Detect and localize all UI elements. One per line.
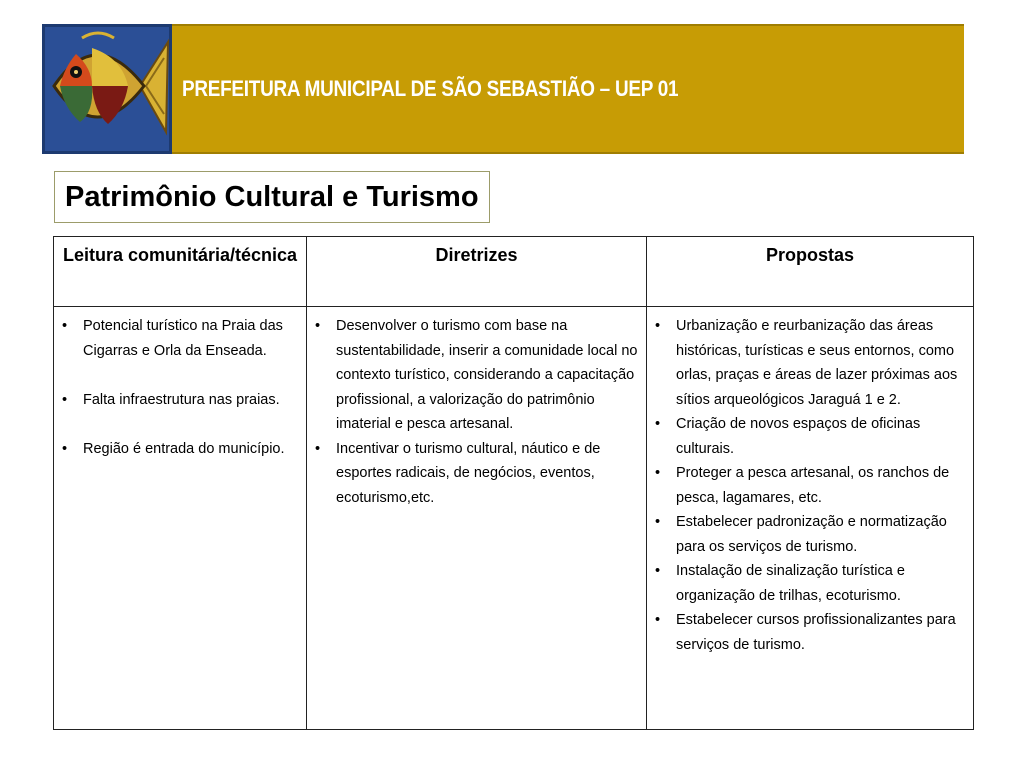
leitura-list	[60, 314, 300, 461]
list-item: • Instalação de sinalização turística e organização de trilhas, ecoturismo.	[653, 559, 967, 608]
banner-title: PREFEITURA MUNICIPAL DE SÃO SEBASTIÃO – UEP 01	[182, 76, 679, 101]
diretrizes-cell	[307, 307, 647, 730]
list-item: • Desenvolver o turismo com base na sustentabilidade, inserir a comunidade local no contexto turístico, considerando a capacitação profissional, a valorização do patrimônio imaterial e pesca artesanal.	[313, 314, 640, 437]
list-item: • Proteger a pesca artesanal, os ranchos de pesca, lagamares, etc.	[653, 461, 967, 510]
list-item: • Falta infraestrutura nas praias.	[60, 388, 300, 413]
list-item: • Incentivar o turismo cultural, náutico e de esportes radicais, de negócios, eventos, ecoturismo,etc.	[313, 437, 640, 511]
table-header-row	[54, 237, 974, 307]
list-item: • Urbanização e reurbanização das áreas históricas, turísticas e seus entornos, como orlas, praças e áreas de lazer próximas aos sítios arqueológicos Jaraguá 1 e 2.	[653, 314, 967, 412]
list-item: • Estabelecer cursos profissionalizantes para serviços de turismo.	[653, 608, 967, 657]
leitura-cell	[54, 307, 307, 730]
column-header-propostas: Propostas	[647, 237, 974, 307]
propostas-cell	[647, 307, 974, 730]
column-header-leitura: Leitura comunitária/técnica	[54, 237, 307, 307]
fish-logo-icon	[42, 24, 172, 154]
list-item: • Região é entrada do município.	[60, 437, 300, 462]
list-item: • Estabelecer padronização e normatização para os serviços de turismo.	[653, 510, 967, 559]
diretrizes-list	[313, 314, 640, 510]
table-row	[54, 307, 974, 730]
content-table	[53, 236, 974, 730]
section-title: Patrimônio Cultural e Turismo	[54, 171, 490, 223]
list-item: • Criação de novos espaços de oficinas culturais.	[653, 412, 967, 461]
column-header-diretrizes: Diretrizes	[307, 237, 647, 307]
list-item: • Potencial turístico na Praia das Cigarras e Orla da Enseada.	[60, 314, 300, 363]
propostas-list	[653, 314, 967, 657]
